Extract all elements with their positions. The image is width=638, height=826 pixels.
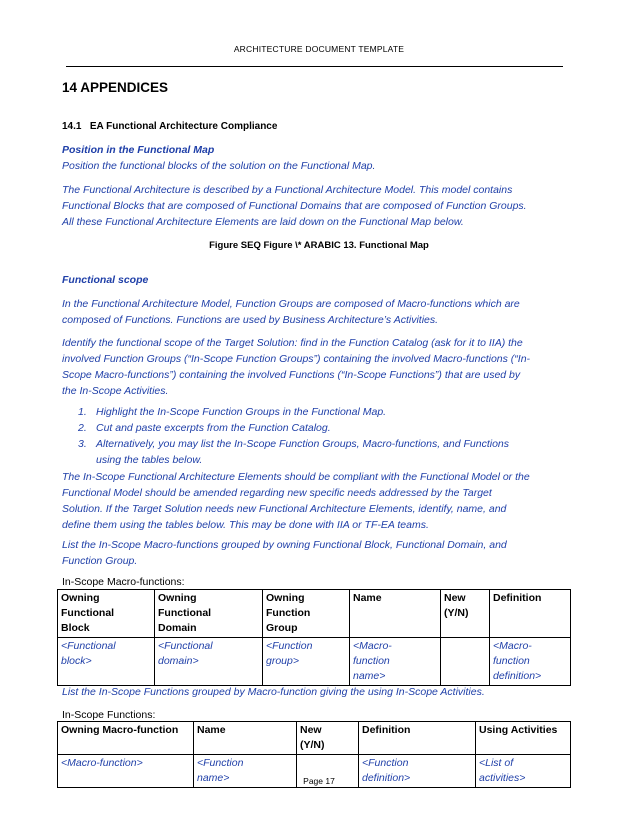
table-cell: <Function definition> [359, 755, 476, 788]
list-item [78, 420, 558, 436]
list-text: Highlight the In-Scope Function Groups in the Functional Map. [96, 406, 387, 418]
table-cell: <Macro- function name> [350, 638, 441, 686]
paragraph-line: Identify the functional scope of the Target Solution: find in the Function Catalog (ask for it to IIA) the [62, 337, 523, 349]
table-cell: <List of activities> [476, 755, 571, 788]
position-body [62, 182, 568, 230]
section-heading: 14 APPENDICES [62, 80, 169, 95]
list-number: 1. [78, 406, 87, 418]
position-heading: Position in the Functional Map [62, 144, 215, 156]
list-text: Alternatively, you may list the In-Scope Function Groups, Macro-functions, and Functions [96, 438, 509, 450]
list-item [78, 436, 558, 468]
header-cell: Name [194, 722, 297, 755]
subsection-title: EA Functional Architecture Compliance [89, 121, 278, 132]
list-item [78, 404, 558, 420]
scope-para-4 [62, 537, 568, 569]
paragraph-line: The Functional Architecture is described by a Functional Architecture Model. This model contains [62, 184, 513, 196]
paragraph-line: the In-Scope Activities. [62, 385, 169, 397]
paragraph-line: Scope Macro-functions”) containing the involved Functions (“In-Scope Functions”) that are used by [62, 369, 521, 381]
scope-para-3 [62, 469, 568, 533]
paragraph-line: In the Functional Architecture Model, Function Groups are composed of Macro-functions which are [62, 298, 520, 310]
header-cell: New (Y/N) [441, 590, 490, 638]
header-cell: Definition [359, 722, 476, 755]
list-number: 2. [78, 422, 87, 434]
header-cell: Owning Functional Domain [155, 590, 263, 638]
paragraph-line: Functional Blocks that are composed of Functional Domains that are composed of Function Groups. [62, 200, 527, 212]
header-cell: Definition [490, 590, 571, 638]
macro-functions-table [57, 589, 571, 686]
table-cell: <Macro-function definition> [490, 638, 571, 686]
table-cell: <Function group> [263, 638, 350, 686]
subsection-number: 14.1 [62, 121, 82, 132]
header-rule [66, 66, 563, 67]
paragraph-line: define them using the tables below. This may be done with IIA or TF-EA teams. [62, 519, 429, 531]
figure-caption: Figure SEQ Figure \* ARABIC 13. Functional Map [209, 240, 429, 251]
header-cell: New (Y/N) [297, 722, 359, 755]
page-number: Page 17 [303, 776, 335, 786]
running-header: ARCHITECTURE DOCUMENT TEMPLATE [233, 44, 405, 54]
table-row [58, 638, 571, 686]
table-cell: <Functional block> [58, 638, 155, 686]
header-cell: Using Activities [476, 722, 571, 755]
table-cell [441, 638, 490, 686]
paragraph-line: Function Group. [62, 555, 138, 567]
scope-para-1 [62, 296, 568, 328]
list-number: 3. [78, 438, 87, 450]
table-header-row [58, 722, 571, 755]
list-text: Cut and paste excerpts from the Function Catalog. [96, 422, 331, 434]
paragraph-line: Functional Model should be amended regarding new specific needs addressed by the Target [62, 487, 492, 499]
paragraph-line: composed of Functions. Functions are used by Business Architecture’s Activities. [62, 314, 439, 326]
paragraph-line: The In-Scope Functional Architecture Elements should be compliant with the Functional Model or the [62, 471, 530, 483]
paragraph-line: List the In-Scope Macro-functions grouped by owning Functional Block, Functional Domain, and [62, 539, 507, 551]
table-header-row [58, 590, 571, 638]
subsection-heading [62, 121, 277, 132]
paragraph-line: Solution. If the Target Solution needs new Functional Architecture Elements, identify, name, and [62, 503, 507, 515]
functions-table-label: In-Scope Functions: [62, 709, 156, 721]
header-cell: Owning Function Group [263, 590, 350, 638]
table-cell: <Functional domain> [155, 638, 263, 686]
position-intro: Position the functional blocks of the solution on the Functional Map. [62, 160, 376, 172]
scope-para-2 [62, 335, 568, 399]
position-block [62, 142, 568, 174]
paragraph-line: All these Functional Architecture Elements are laid down on the Functional Map below. [62, 216, 464, 228]
header-cell: Owning Functional Block [58, 590, 155, 638]
list-text: using the tables below. [96, 454, 203, 466]
table-cell: <Function name> [194, 755, 297, 788]
paragraph-line: involved Function Groups (“In-Scope Function Groups”) containing the involved Macro-functions (“In- [62, 353, 531, 365]
table-cell: <Macro-function> [58, 755, 194, 788]
header-cell: Owning Macro-function [58, 722, 194, 755]
header-cell: Name [350, 590, 441, 638]
macro-table-label: In-Scope Macro-functions: [62, 576, 185, 588]
scope-heading: Functional scope [62, 274, 149, 286]
steps-list [78, 404, 558, 468]
functions-intro: List the In-Scope Functions grouped by Macro-function giving the using In-Scope Activities. [62, 686, 485, 698]
